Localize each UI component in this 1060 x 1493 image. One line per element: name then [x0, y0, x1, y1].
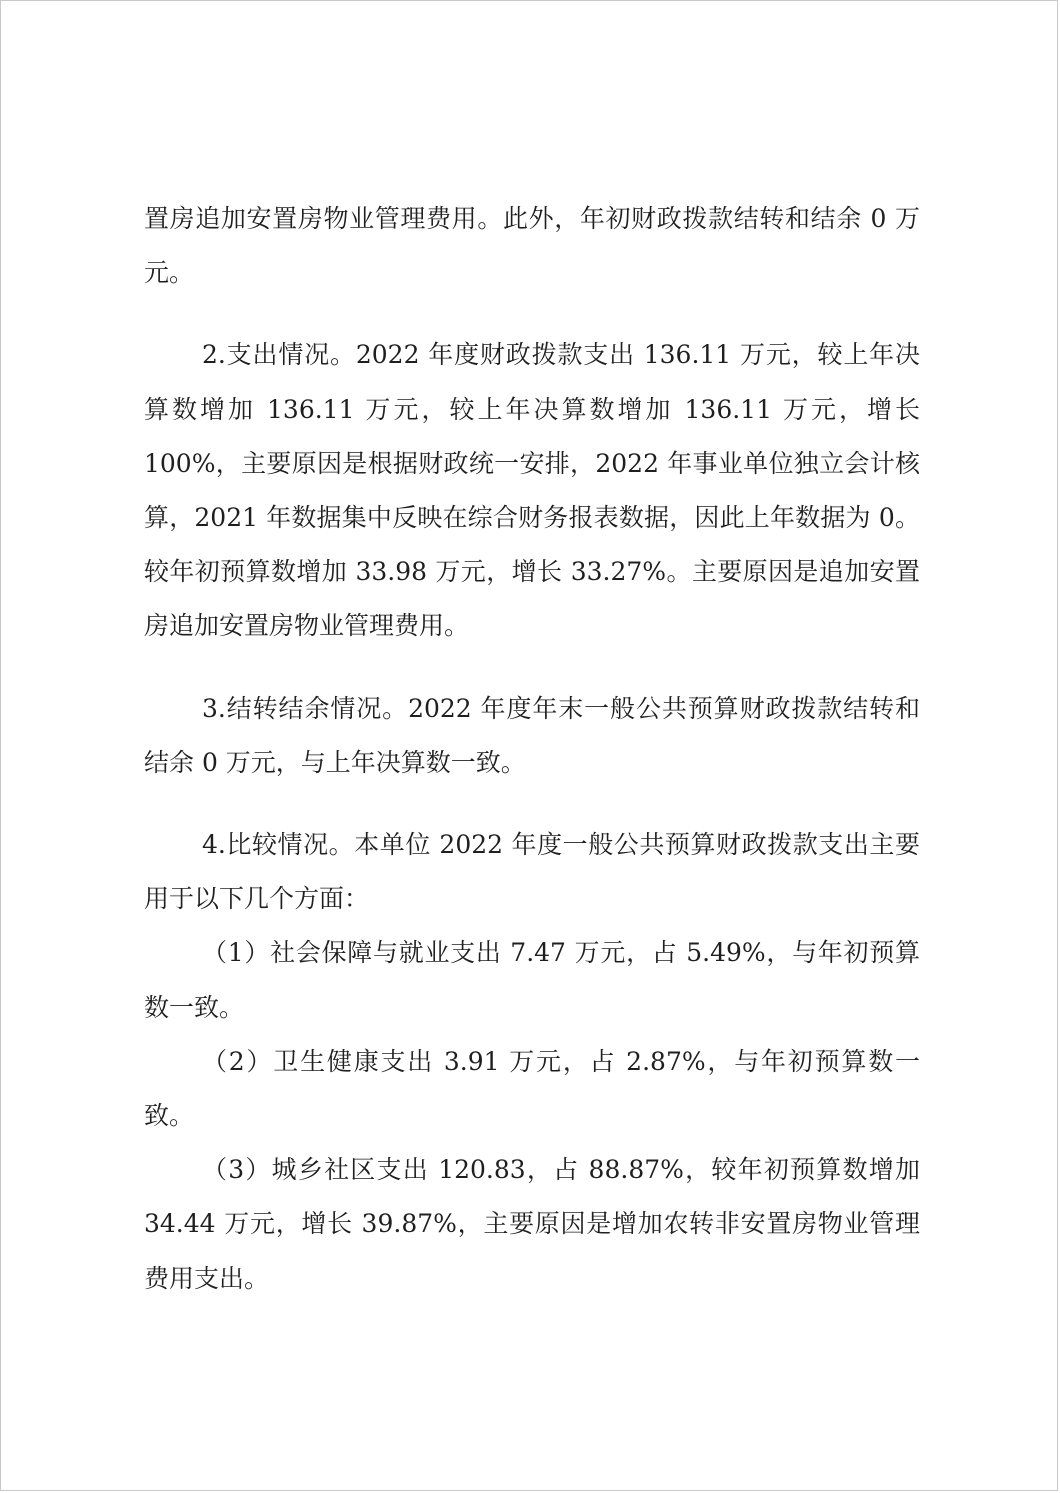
document-body — [144, 192, 920, 1306]
paragraph-expenditure: 2.支出情况。2022 年度财政拨款支出 136.11 万元，较上年决算数增加 136.11 万元，较上年决算数增加 136.11 万元，增长 100%，主要原因是根据财政统一安排，2022 年事业单位独立会计核算，2021 年数据集中反映在综合财务报表数据，因此上年数据为 0。较年初预算数增加 33.98 万元，增长 33.27%。主要原因是追加安置房追加安置房物业管理费用。 — [144, 340, 920, 641]
paragraph-carryover: 3.结转结余情况。2022 年度年末一般公共预算财政拨款结转和结余 0 万元，与上年决算数一致。 — [144, 693, 920, 777]
paragraph-item-1: （1）社会保障与就业支出 7.47 万元，占 5.49%，与年初预算数一致。 — [144, 938, 920, 1022]
paragraph-item-3: （3）城乡社区支出 120.83，占 88.87%，较年初预算数增加 34.44 万元，增长 39.87%，主要原因是增加农转非安置房物业管理费用支出。 — [144, 1155, 920, 1293]
paragraph-comparison: 4.比较情况。本单位 2022 年度一般公共预算财政拨款支出主要用于以下几个方面： — [144, 830, 920, 914]
paragraph-continuation: 置房追加安置房物业管理费用。此外，年初财政拨款结转和结余 0 万元。 — [144, 204, 920, 288]
paragraph-item-2: （2）卫生健康支出 3.91 万元，占 2.87%，与年初预算数一致。 — [144, 1046, 920, 1131]
